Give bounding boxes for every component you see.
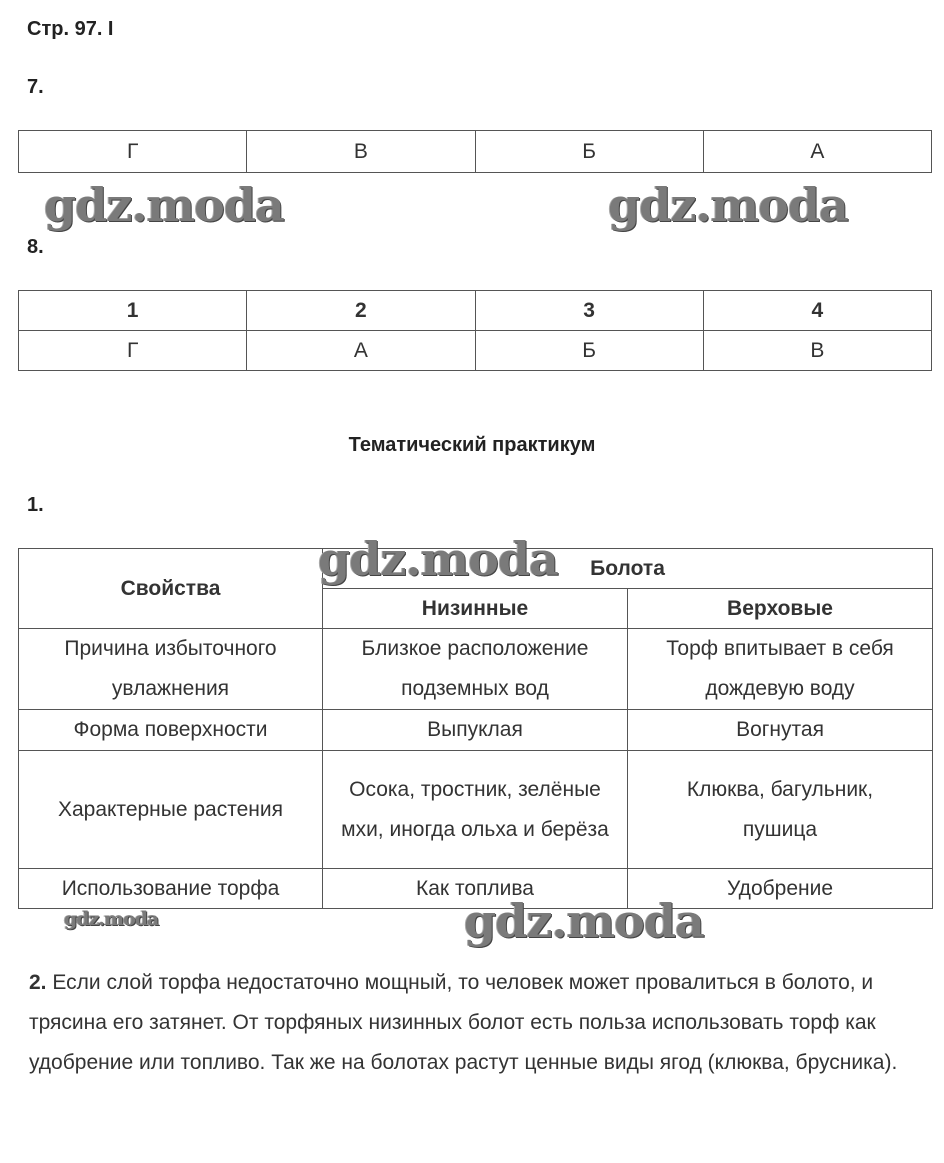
watermark: gdz.moda xyxy=(318,532,558,586)
answer-cell: Б xyxy=(475,131,703,173)
column-header-lowland: Низинные xyxy=(323,589,628,629)
table-cell-property: Форма поверхности xyxy=(19,710,323,751)
question-2-answer xyxy=(29,963,909,1083)
answer-cell: Г xyxy=(19,131,247,173)
header-cell: 4 xyxy=(703,291,931,331)
swamp-table xyxy=(18,548,933,909)
table-cell-upland: Торф впитывает в себя дождевую воду xyxy=(628,629,933,710)
watermark: gdz.moda xyxy=(608,178,848,232)
table-cell-property: Причина избыточного увлажнения xyxy=(19,629,323,710)
header-cell: 2 xyxy=(247,291,475,331)
question-8-number: 8. xyxy=(27,236,44,258)
watermark: gdz.moda xyxy=(64,908,159,930)
answer-cell: В xyxy=(247,131,475,173)
header-cell: 1 xyxy=(19,291,247,331)
question-7-number: 7. xyxy=(27,76,44,98)
table-cell-upland: Вогнутая xyxy=(628,710,933,751)
table-cell-upland: Клюква, багульник, пушица xyxy=(628,751,933,869)
answer-table-7 xyxy=(18,130,932,173)
question-2-number: 2. xyxy=(29,971,47,994)
table-cell-lowland: Близкое расположение подземных вод xyxy=(323,629,628,710)
table-cell-lowland: Как топлива xyxy=(323,869,628,909)
header-cell: 3 xyxy=(475,291,703,331)
answer-table-8 xyxy=(18,290,932,371)
column-header-properties: Свойства xyxy=(19,549,323,629)
table-cell-property: Характерные растения xyxy=(19,751,323,869)
page-label: Стр. 97. Ι xyxy=(27,18,114,40)
question-1-number: 1. xyxy=(27,494,44,516)
watermark: gdz.moda xyxy=(464,894,704,948)
watermark: gdz.moda xyxy=(44,178,284,232)
table-cell-upland: Удобрение xyxy=(628,869,933,909)
answer-cell: А xyxy=(247,331,475,371)
section-title: Тематический практикум xyxy=(348,434,596,456)
answer-cell: В xyxy=(703,331,931,371)
answer-cell: Г xyxy=(19,331,247,371)
answer-cell: Б xyxy=(475,331,703,371)
table-cell-property: Использование торфа xyxy=(19,869,323,909)
answer-cell: А xyxy=(703,131,931,173)
table-cell-lowland: Осока, тростник, зелёные мхи, иногда ольха и берёза xyxy=(323,751,628,869)
table-cell-lowland: Выпуклая xyxy=(323,710,628,751)
column-header-upland: Верховые xyxy=(628,589,933,629)
column-header-swamps: Болота xyxy=(323,549,933,589)
question-2-text: Если слой торфа недостаточно мощный, то человек может провалиться в болото, и трясина его затянет. От торфяных низинных болот есть польза использовать торф как удобрение или топливо. Так же на болотах растут ценные виды ягод (клюква, брусника). xyxy=(29,971,898,1074)
